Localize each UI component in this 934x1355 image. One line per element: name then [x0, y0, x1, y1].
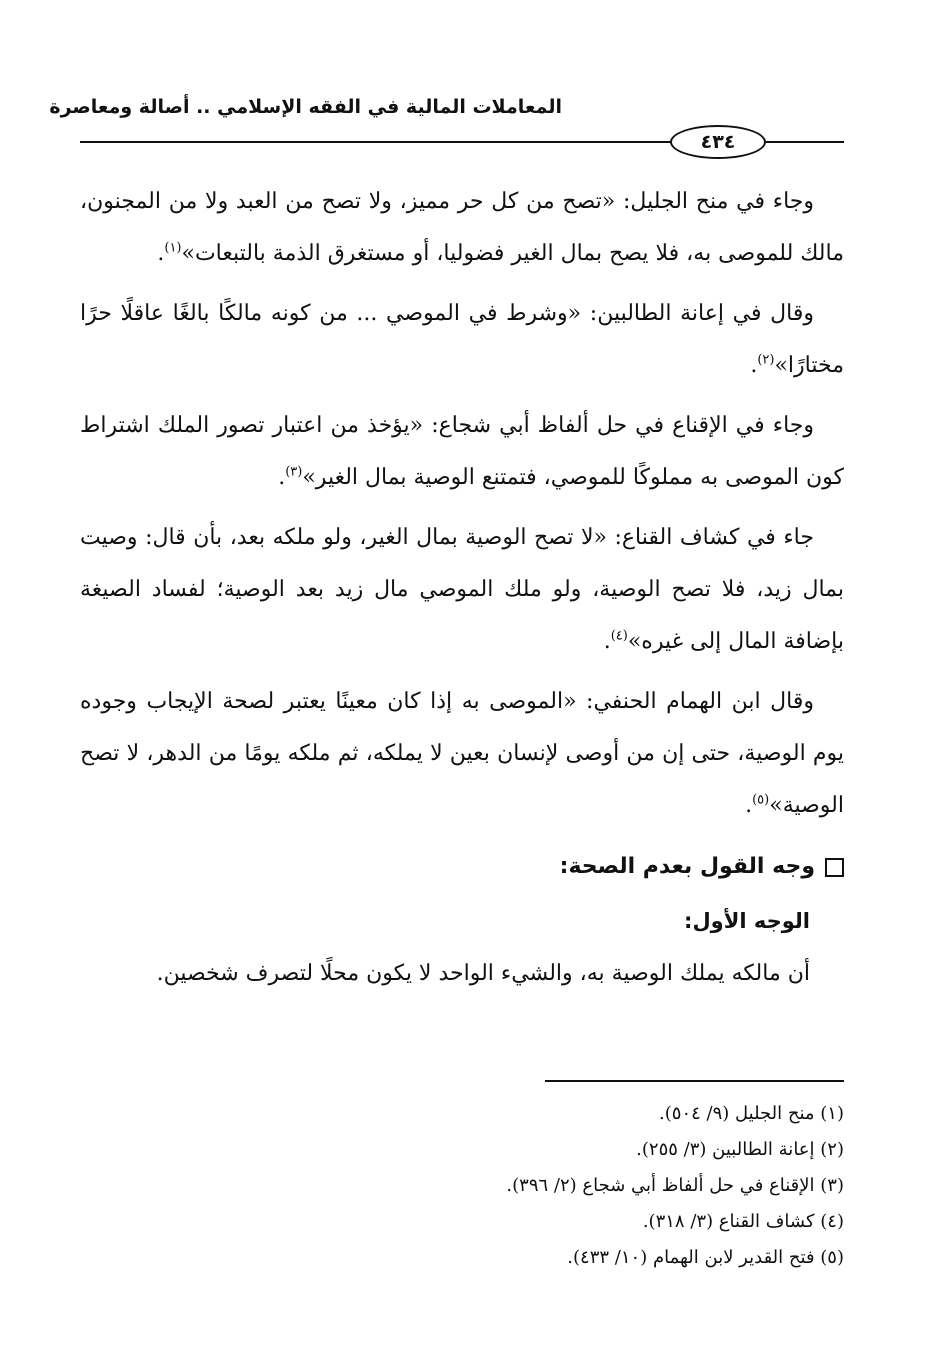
running-header-title: المعاملات المالية في الفقه الإسلامي .. أصالة ومعاصرة: [49, 96, 562, 118]
section-heading: [80, 840, 844, 894]
subheading: الوجه الأول:: [684, 909, 810, 933]
footnote-item: (١) منح الجليل (٩/ ٥٠٤).: [659, 1103, 844, 1124]
footnote-item: (٣) الإقناع في حل ألفاظ أبي شجاع (٢/ ٣٩٦).: [506, 1175, 844, 1196]
paragraph-text: وجاء في الإقناع في حل ألفاظ أبي شجاع: «يؤخذ من اعتبار تصور الملك اشتراط كون الموصى به مملوكًا للموصي، فتمتنع الوصية بمال الغير»: [80, 413, 844, 490]
footnote-ref[interactable]: (٥): [752, 792, 770, 808]
paragraph-text: وجاء في منح الجليل: «تصح من كل حر مميز، ولا تصح من العبد ولا من المجنون، مالك للموصى به، فلا يصح بمال الغير فضوليا، أو مستغرق الذمة بالتبعات»: [80, 189, 844, 266]
paragraph-5: وقال ابن الهمام الحنفي: «الموصى به إذا كان معينًا يعتبر لصحة الإيجاب وجوده يوم الوصية، حتى إن من أوصى لإنسان بعين لا يملكه، ثم ملكه يومًا من الدهر، لا تصح الوصية»$^{(٥)}$.: [80, 689, 844, 818]
section-text: أن مالكه يملك الوصية به، والشيء الواحد لا يكون محلًا لتصرف شخصين.: [156, 961, 810, 986]
paragraph-text: جاء في كشاف القناع: «لا تصح الوصية بمال الغير، ولو ملكه بعد، بأن قال: وصيت بمال زيد، فلا تصح الوصية، ولو ملك الموصي مال زيد بعد الوصية؛ لفساد الصيغة بإضافة المال إلى غيره»: [80, 525, 844, 654]
paragraph-text: وقال في إعانة الطالبين: «وشرط في الموصي ... من كونه مالكًا بالغًا عاقلًا حرًا مختارًا»: [80, 301, 844, 378]
footnote-ref[interactable]: (٤): [610, 628, 628, 644]
paragraph-3: وجاء في الإقناع في حل ألفاظ أبي شجاع: «يؤخذ من اعتبار تصور الملك اشتراط كون الموصى به مملوكًا للموصي، فتمتنع الوصية بمال الغير»$^{(٣)}$.: [80, 413, 844, 490]
footnote-ref[interactable]: (١): [164, 240, 182, 256]
footnote-item: (٤) كشاف القناع (٣/ ٣١٨).: [642, 1211, 844, 1232]
main-text: [80, 176, 844, 1000]
section-heading-text: وجه القول بعدم الصحة:: [559, 854, 815, 879]
page-number: ٤٣٤: [670, 125, 766, 159]
paragraph-2: وقال في إعانة الطالبين: «وشرط في الموصي ... من كونه مالكًا بالغًا عاقلًا حرًا مختارًا»$^{(٢)}$.: [80, 301, 844, 378]
footnote-item: (٥) فتح القدير لابن الهمام (١٠/ ٤٣٣).: [567, 1247, 844, 1268]
footnote-ref[interactable]: (٣): [285, 464, 303, 480]
footnotes: [144, 1096, 844, 1276]
paragraph-4: جاء في كشاف القناع: «لا تصح الوصية بمال الغير، ولو ملكه بعد، بأن قال: وصيت بمال زيد، فلا تصح الوصية، ولو ملك الموصي مال زيد بعد الوصية؛ لفساد الصيغة بإضافة المال إلى غيره»$^{(٤)}$.: [80, 525, 844, 654]
square-bullet-icon: [825, 858, 844, 877]
paragraph-text: وقال ابن الهمام الحنفي: «الموصى به إذا كان معينًا يعتبر لصحة الإيجاب وجوده يوم الوصية، حتى إن من أوصى لإنسان بعين لا يملكه، ثم ملكه يومًا من الدهر، لا تصح الوصية»: [80, 689, 844, 818]
footnote-item: (٢) إعانة الطالبين (٣/ ٢٥٥).: [636, 1139, 844, 1160]
paragraph-1: وجاء في منح الجليل: «تصح من كل حر مميز، ولا تصح من العبد ولا من المجنون، مالك للموصى به، فلا يصح بمال الغير فضوليا، أو مستغرق الذمة بالتبعات»$^{(١)}$.: [80, 189, 844, 266]
footnote-separator: [545, 1080, 844, 1082]
footnote-ref[interactable]: (٢): [757, 352, 775, 368]
